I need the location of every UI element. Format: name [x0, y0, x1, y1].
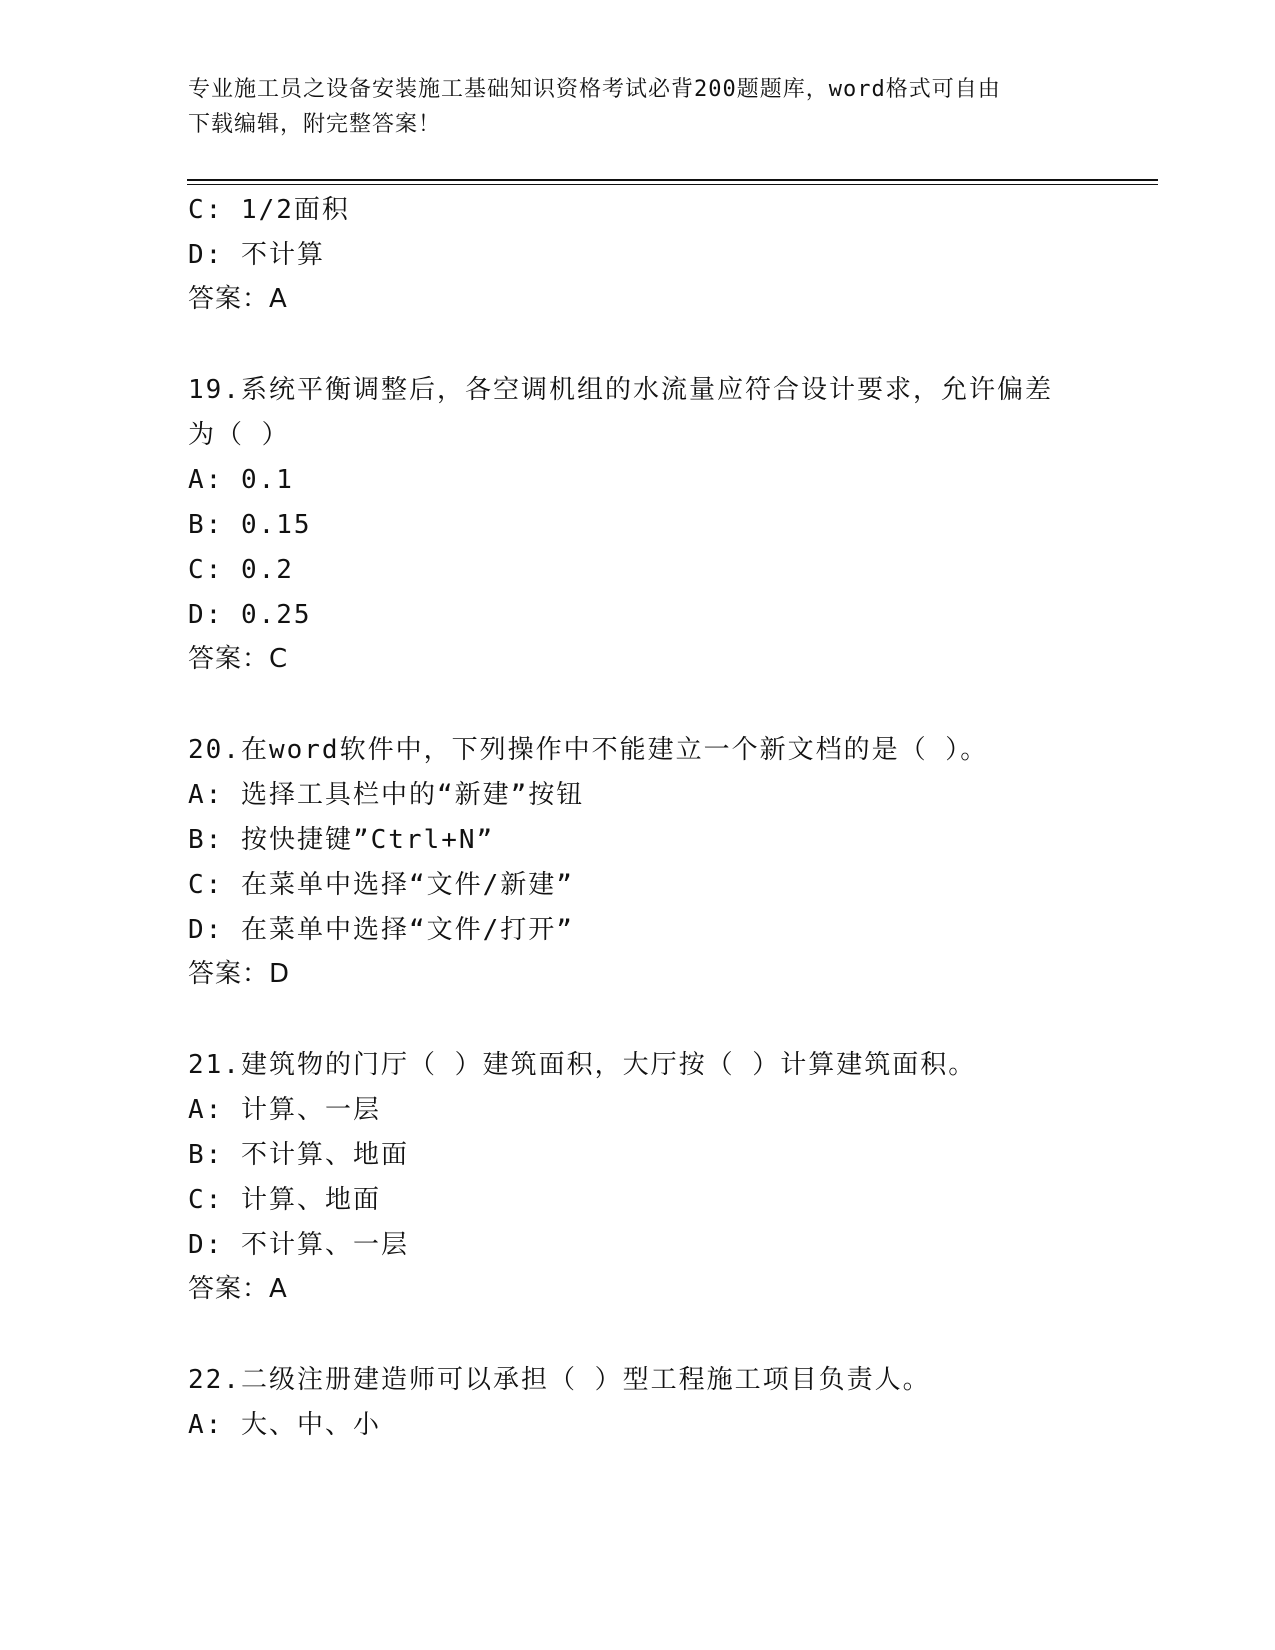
- question-20-option-c: C: 在菜单中选择“文件/新建”: [188, 870, 574, 900]
- question-20-stem: 20.在word软件中，下列操作中不能建立一个新文档的是（ ）。: [188, 735, 989, 765]
- question-19-stem-line-1: 19.系统平衡调整后，各空调机组的水流量应符合设计要求，允许偏差: [188, 375, 1053, 405]
- question-22-stem: 22.二级注册建造师可以承担（ ）型工程施工项目负责人。: [188, 1365, 931, 1395]
- question-19-option-a: A: 0.1: [188, 465, 294, 495]
- question-21-option-a: A: 计算、一层: [188, 1095, 381, 1125]
- question-22-option-a: A: 大、中、小: [188, 1410, 381, 1440]
- question-21-option-d: D: 不计算、一层: [188, 1230, 409, 1260]
- question-19-option-c: C: 0.2: [188, 555, 294, 585]
- question-19-option-b: B: 0.15: [188, 510, 312, 540]
- header-divider-thick: [187, 179, 1158, 181]
- question-19-option-d: D: 0.25: [188, 600, 312, 630]
- header-divider-thin: [187, 184, 1158, 185]
- question-19-answer: 答案：C: [188, 644, 289, 674]
- prev-option-c: C: 1/2面积: [188, 195, 350, 225]
- question-21-stem: 21.建筑物的门厅（ ）建筑面积，大厅按（ ）计算建筑面积。: [188, 1050, 977, 1080]
- question-20-answer: 答案：D: [188, 959, 291, 989]
- header-line-2: 下载编辑，附完整答案！: [188, 112, 442, 137]
- question-20-option-b: B: 按快捷键”Ctrl+N”: [188, 825, 495, 855]
- document-header: [188, 72, 1088, 142]
- question-21-answer: 答案：A: [188, 1274, 288, 1304]
- prev-option-d: D: 不计算: [188, 240, 325, 270]
- header-line-1: 专业施工员之设备安装施工基础知识资格考试必背200题题库，word格式可自由: [188, 77, 1001, 102]
- question-21-option-b: B: 不计算、地面: [188, 1140, 409, 1170]
- question-20-option-a: A: 选择工具栏中的“新建”按钮: [188, 780, 585, 810]
- prev-answer: 答案：A: [188, 284, 288, 314]
- question-20-option-d: D: 在菜单中选择“文件/打开”: [188, 915, 574, 945]
- question-19-stem-line-2: 为（ ）: [188, 420, 290, 450]
- question-21-option-c: C: 计算、地面: [188, 1185, 381, 1215]
